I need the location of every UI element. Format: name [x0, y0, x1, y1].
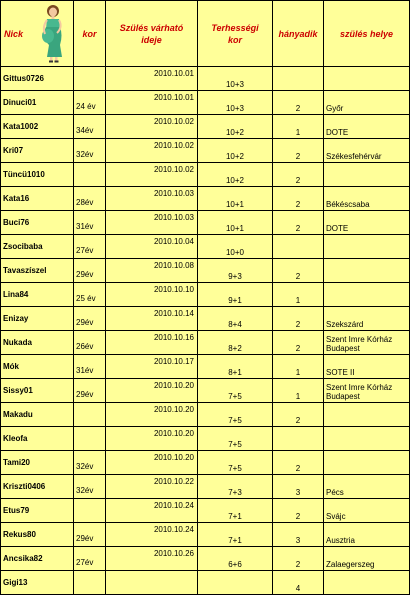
cell-birth-place[interactable] — [324, 451, 410, 475]
table-row — [1, 523, 410, 547]
table-row — [1, 235, 410, 259]
cell-birth-place[interactable]: DOTE — [324, 115, 410, 139]
cell-nick[interactable]: Ancsika82 — [1, 547, 74, 571]
table-row — [1, 139, 410, 163]
cell-nick[interactable]: Sissy01 — [1, 379, 74, 403]
cell-birth-place[interactable]: Svájc — [324, 499, 410, 523]
cell-kor[interactable]: 31év — [74, 355, 106, 379]
cell-pregnancy-week[interactable]: 7+1 — [198, 523, 273, 547]
table-row — [1, 499, 410, 523]
table-row — [1, 187, 410, 211]
table-row — [1, 115, 410, 139]
cell-nick[interactable]: Mók — [1, 355, 74, 379]
header-hely-label: szülés helye — [339, 28, 394, 39]
cell-nick[interactable]: Kri07 — [1, 139, 74, 163]
cell-child-number[interactable]: 3 — [273, 523, 324, 547]
cell-due-date[interactable]: 2010.10.24 — [106, 499, 198, 523]
cell-nick[interactable]: Nukada — [1, 331, 74, 355]
cell-pregnancy-week[interactable]: 10+2 — [198, 115, 273, 139]
cell-due-date[interactable]: 2010.10.02 — [106, 163, 198, 187]
cell-child-number[interactable]: 1 — [273, 379, 324, 403]
header-terh-line1: Terhességi — [211, 22, 259, 33]
cell-nick[interactable]: Zsocibaba — [1, 235, 74, 259]
cell-birth-place[interactable]: Győr — [324, 91, 410, 115]
cell-birth-place[interactable]: Szent Imre Kórház Budapest — [324, 379, 410, 403]
cell-due-date[interactable]: 2010.10.20 — [106, 379, 198, 403]
cell-birth-place[interactable] — [324, 571, 410, 595]
cell-nick[interactable]: Tavaszíszel — [1, 259, 74, 283]
cell-nick[interactable]: Kriszti0406 — [1, 475, 74, 499]
cell-pregnancy-week[interactable]: 10+3 — [198, 91, 273, 115]
cell-due-date[interactable]: 2010.10.24 — [106, 523, 198, 547]
cell-kor[interactable]: 26év — [74, 331, 106, 355]
cell-child-number[interactable]: 2 — [273, 451, 324, 475]
cell-due-date[interactable]: 2010.10.14 — [106, 307, 198, 331]
table-row — [1, 355, 410, 379]
cell-nick[interactable]: Tami20 — [1, 451, 74, 475]
cell-pregnancy-week[interactable]: 8+4 — [198, 307, 273, 331]
cell-child-number[interactable] — [273, 235, 324, 259]
cell-child-number[interactable]: 2 — [273, 547, 324, 571]
cell-due-date[interactable] — [106, 571, 198, 595]
cell-pregnancy-week[interactable]: 10+1 — [198, 211, 273, 235]
header-ido-line1: Szülés várható — [119, 22, 184, 33]
cell-kor[interactable] — [74, 427, 106, 451]
table-row — [1, 331, 410, 355]
cell-child-number[interactable] — [273, 427, 324, 451]
cell-nick[interactable]: Tüncü1010 — [1, 163, 74, 187]
cell-pregnancy-week[interactable]: 7+3 — [198, 475, 273, 499]
cell-kor[interactable]: 29év — [74, 307, 106, 331]
cell-due-date[interactable]: 2010.10.26 — [106, 547, 198, 571]
cell-birth-place[interactable] — [324, 67, 410, 91]
cell-child-number[interactable]: 1 — [273, 283, 324, 307]
cell-pregnancy-week[interactable]: 10+3 — [198, 67, 273, 91]
cell-pregnancy-week[interactable]: 10+2 — [198, 163, 273, 187]
cell-due-date[interactable]: 2010.10.17 — [106, 355, 198, 379]
cell-birth-place[interactable] — [324, 427, 410, 451]
cell-child-number[interactable]: 2 — [273, 211, 324, 235]
cell-due-date[interactable]: 2010.10.08 — [106, 259, 198, 283]
header-nick — [1, 1, 74, 67]
cell-child-number[interactable]: 2 — [273, 259, 324, 283]
cell-pregnancy-week[interactable] — [198, 571, 273, 595]
cell-kor[interactable] — [74, 67, 106, 91]
cell-nick[interactable]: Kleofa — [1, 427, 74, 451]
cell-kor[interactable]: 28év — [74, 187, 106, 211]
cell-nick[interactable]: Kata16 — [1, 187, 74, 211]
header-hely — [324, 1, 410, 67]
cell-pregnancy-week[interactable]: 7+5 — [198, 379, 273, 403]
cell-pregnancy-week[interactable]: 9+1 — [198, 283, 273, 307]
cell-birth-place[interactable]: SOTE II — [324, 355, 410, 379]
header-hany — [273, 1, 324, 67]
cell-child-number[interactable]: 2 — [273, 307, 324, 331]
cell-birth-place[interactable]: Ausztria — [324, 523, 410, 547]
cell-birth-place[interactable]: Székesfehérvár — [324, 139, 410, 163]
cell-nick[interactable]: Gigi13 — [1, 571, 74, 595]
cell-nick[interactable]: Etus79 — [1, 499, 74, 523]
cell-kor[interactable]: 29év — [74, 259, 106, 283]
table-row — [1, 379, 410, 403]
cell-due-date[interactable]: 2010.10.20 — [106, 403, 198, 427]
cell-child-number[interactable]: 1 — [273, 355, 324, 379]
cell-birth-place[interactable] — [324, 283, 410, 307]
cell-nick[interactable]: Enizay — [1, 307, 74, 331]
table-row — [1, 571, 410, 595]
cell-child-number[interactable]: 2 — [273, 499, 324, 523]
cell-pregnancy-week[interactable]: 7+5 — [198, 403, 273, 427]
cell-birth-place[interactable] — [324, 235, 410, 259]
header-row — [1, 1, 410, 67]
table-row — [1, 451, 410, 475]
cell-child-number[interactable]: 2 — [273, 91, 324, 115]
cell-due-date[interactable]: 2010.10.01 — [106, 67, 198, 91]
cell-birth-place[interactable] — [324, 259, 410, 283]
cell-birth-place[interactable]: Békéscsaba — [324, 187, 410, 211]
cell-birth-place[interactable]: Szent Imre Kórház Budapest — [324, 331, 410, 355]
cell-nick[interactable]: Kata1002 — [1, 115, 74, 139]
cell-nick[interactable]: Dinuci01 — [1, 91, 74, 115]
table-row — [1, 91, 410, 115]
header-terh — [198, 1, 273, 67]
cell-kor[interactable]: 32év — [74, 139, 106, 163]
cell-child-number[interactable]: 2 — [273, 163, 324, 187]
cell-nick[interactable]: Rekus80 — [1, 523, 74, 547]
table-row — [1, 259, 410, 283]
cell-due-date[interactable]: 2010.10.03 — [106, 211, 198, 235]
cell-pregnancy-week[interactable]: 10+0 — [198, 235, 273, 259]
table-row — [1, 403, 410, 427]
cell-pregnancy-week[interactable]: 8+2 — [198, 331, 273, 355]
table-row — [1, 163, 410, 187]
cell-kor[interactable]: 25 év — [74, 283, 106, 307]
cell-kor[interactable]: 32év — [74, 451, 106, 475]
table-row — [1, 547, 410, 571]
cell-pregnancy-week[interactable]: 9+3 — [198, 259, 273, 283]
cell-kor[interactable]: 27év — [74, 547, 106, 571]
cell-due-date[interactable]: 2010.10.02 — [106, 115, 198, 139]
cell-pregnancy-week[interactable]: 10+2 — [198, 139, 273, 163]
table-row — [1, 427, 410, 451]
header-ido-line2: ideje — [141, 34, 162, 45]
cell-child-number[interactable] — [273, 67, 324, 91]
cell-kor[interactable]: 29év — [74, 379, 106, 403]
cell-due-date[interactable]: 2010.10.16 — [106, 331, 198, 355]
cell-due-date[interactable]: 2010.10.20 — [106, 427, 198, 451]
cell-due-date[interactable]: 2010.10.03 — [106, 187, 198, 211]
cell-kor[interactable] — [74, 499, 106, 523]
pregnant-woman-clipart-icon — [33, 3, 73, 63]
cell-pregnancy-week[interactable]: 8+1 — [198, 355, 273, 379]
header-kor — [74, 1, 106, 67]
cell-due-date[interactable]: 2010.10.20 — [106, 451, 198, 475]
table-row — [1, 283, 410, 307]
header-nick-label: Nick — [4, 28, 24, 39]
header-ido — [106, 1, 198, 67]
cell-due-date[interactable]: 2010.10.02 — [106, 139, 198, 163]
cell-child-number[interactable]: 3 — [273, 475, 324, 499]
cell-birth-place[interactable]: DOTE — [324, 211, 410, 235]
cell-kor[interactable] — [74, 571, 106, 595]
cell-child-number[interactable]: 2 — [273, 331, 324, 355]
cell-due-date[interactable]: 2010.10.22 — [106, 475, 198, 499]
header-kor-label: kor — [82, 28, 97, 39]
cell-pregnancy-week[interactable]: 7+5 — [198, 427, 273, 451]
cell-due-date[interactable]: 2010.10.10 — [106, 283, 198, 307]
cell-kor[interactable] — [74, 403, 106, 427]
cell-kor[interactable] — [74, 163, 106, 187]
cell-child-number[interactable]: 1 — [273, 115, 324, 139]
cell-kor[interactable]: 29év — [74, 523, 106, 547]
cell-nick[interactable]: Makadu — [1, 403, 74, 427]
cell-child-number[interactable]: 2 — [273, 403, 324, 427]
cell-birth-place[interactable] — [324, 403, 410, 427]
cell-due-date[interactable]: 2010.10.01 — [106, 91, 198, 115]
table-body — [1, 67, 410, 595]
cell-kor[interactable]: 27év — [74, 235, 106, 259]
cell-child-number[interactable]: 4 — [273, 571, 324, 595]
cell-kor[interactable]: 32év — [74, 475, 106, 499]
cell-nick[interactable]: Buci76 — [1, 211, 74, 235]
table-row — [1, 67, 410, 91]
table-row — [1, 475, 410, 499]
cell-nick[interactable]: Lina84 — [1, 283, 74, 307]
cell-pregnancy-week[interactable]: 10+1 — [198, 187, 273, 211]
cell-child-number[interactable]: 2 — [273, 187, 324, 211]
cell-due-date[interactable]: 2010.10.04 — [106, 235, 198, 259]
cell-birth-place[interactable]: Szekszárd — [324, 307, 410, 331]
cell-birth-place[interactable]: Pécs — [324, 475, 410, 499]
cell-child-number[interactable]: 2 — [273, 139, 324, 163]
cell-pregnancy-week[interactable]: 7+1 — [198, 499, 273, 523]
cell-birth-place[interactable]: Zalaegerszeg — [324, 547, 410, 571]
cell-kor[interactable]: 34év — [74, 115, 106, 139]
header-hany-label: hányadik — [278, 28, 318, 39]
cell-nick[interactable]: Gittus0726 — [1, 67, 74, 91]
cell-pregnancy-week[interactable]: 7+5 — [198, 451, 273, 475]
header-terh-line2: kor — [227, 34, 242, 45]
cell-pregnancy-week[interactable]: 6+6 — [198, 547, 273, 571]
table-row — [1, 211, 410, 235]
table-row — [1, 307, 410, 331]
cell-birth-place[interactable] — [324, 163, 410, 187]
cell-kor[interactable]: 24 év — [74, 91, 106, 115]
cell-kor[interactable]: 31év — [74, 211, 106, 235]
